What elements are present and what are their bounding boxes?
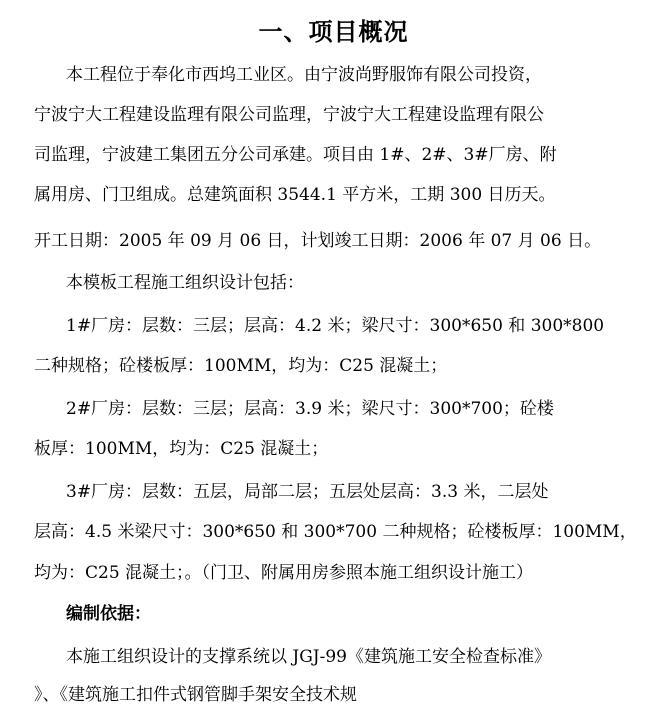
basis-heading: 编制依据： xyxy=(66,604,151,624)
paragraph-line: 均为：C25 混凝土；。（门卫、附属用房参照本施工组织设计施工） xyxy=(34,563,534,583)
paragraph-line: 板厚：100MM，均为：C25 混凝土； xyxy=(34,439,329,459)
section-title: 一、项目概况 xyxy=(258,18,409,46)
paragraph-line: 1#厂房：层数：三层；层高：4.2 米；梁尺寸：300*650 和 300*800 xyxy=(66,316,605,336)
cutoff-line xyxy=(34,683,634,705)
paragraph-line: 二种规格；砼楼板厚：100MM，均为：C25 混凝土； xyxy=(34,356,448,376)
paragraph-line: 本施工组织设计的支撑系统以 JGJ-99《建筑施工安全检查标准》 xyxy=(66,647,551,667)
paragraph-line: 层高：4.5 米梁尺寸：300*650 和 300*700 二种规格；砼楼板厚：100MM， xyxy=(34,522,637,542)
paragraph-line: 3#厂房：层数：五层，局部二层；五层处层高：3.3 米，二层处 xyxy=(66,482,549,502)
paragraph-line: 宁波宁大工程建设监理有限公司监理，宁波宁大工程建设监理有限公 xyxy=(34,105,544,125)
paragraph-line: 司监理，宁波建工集团五分公司承建。项目由 1#、2#、3#厂房、附 xyxy=(34,145,557,165)
paragraph-line: 本模板工程施工组织设计包括： xyxy=(66,273,304,293)
paragraph-line: 本工程位于奉化市西坞工业区。由宁波尚野服饰有限公司投资， xyxy=(66,65,542,85)
paragraph-line: 属用房、门卫组成。总建筑面积 3544.1 平方米，工期 300 日历天。 xyxy=(34,185,556,205)
cutoff-text: 》、《建筑施工扣件式钢管脚手架安全技术规 xyxy=(34,685,357,705)
paragraph-line: 2#厂房：层数：三层；层高：3.9 米；梁尺寸：300*700；砼楼 xyxy=(66,399,554,419)
paragraph-line: 开工日期：2005 年 09 月 06 日，计划竣工日期：2006 年 07 月 06 日。 xyxy=(34,231,602,251)
